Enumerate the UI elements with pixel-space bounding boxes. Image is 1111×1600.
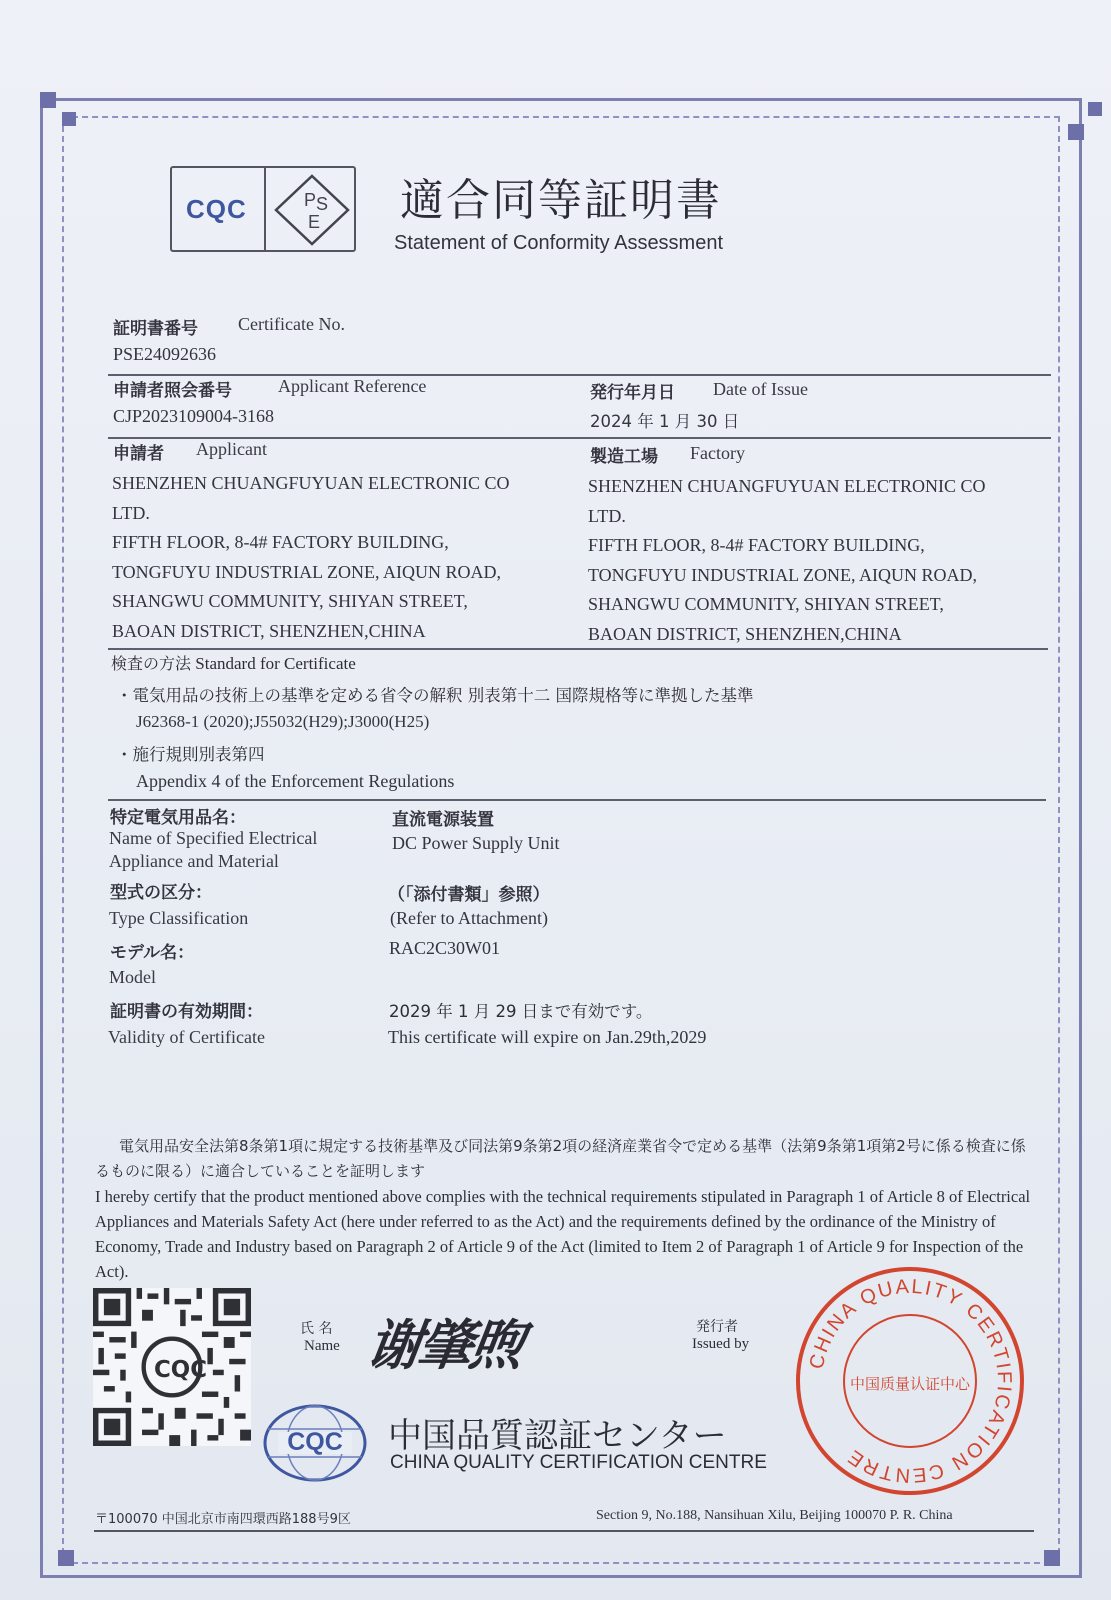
certificate-title-en: Statement of Conformity Assessment bbox=[394, 232, 724, 254]
svg-text:S: S bbox=[316, 194, 329, 214]
factory-label-jp: 製造工場 bbox=[590, 447, 658, 467]
validity-label-jp: 証明書の有効期間： bbox=[110, 1002, 263, 1022]
certificate-no-value: PSE24092636 bbox=[113, 344, 217, 364]
certificate-no-label-jp: 証明書番号 bbox=[113, 319, 198, 339]
svg-text:E: E bbox=[308, 212, 321, 232]
name-label-jp: 氏 名 bbox=[300, 1321, 333, 1337]
cqc-logo-text: CQC bbox=[186, 194, 247, 224]
applicant-ref-value: CJP2023109004-3168 bbox=[113, 406, 275, 426]
product-name-label-en-2: Appliance and Material bbox=[109, 851, 279, 871]
divider bbox=[108, 648, 1048, 650]
type-value-jp: （「添付書類」参照） bbox=[388, 885, 550, 905]
product-name-value-en: DC Power Supply Unit bbox=[392, 833, 560, 853]
pse-diamond-icon bbox=[274, 174, 350, 246]
type-label-en: Type Classification bbox=[109, 908, 249, 928]
applicant-ref-label-en: Applicant Reference bbox=[278, 376, 427, 396]
applicant-address: SHENZHEN CHUANGFUYUAN ELECTRONIC CO LTD. FIFTH FLOOR, 8-4# FACTORY BUILDING, TONGFUYU INDUSTRIAL ZONE, AIQUN ROAD, SHANGWU COMMUNITY, SHIYAN STREET, BAOAN DISTRICT, SHENZHEN,CHINA bbox=[112, 473, 510, 641]
standard-item-1-codes: J62368-1 (2020);J55032(H29);J3000(H25) bbox=[136, 712, 430, 731]
corner-ornament bbox=[1068, 124, 1084, 140]
certificate-no-label-en: Certificate No. bbox=[238, 314, 345, 334]
product-name-value-jp: 直流電源装置 bbox=[392, 810, 494, 830]
type-value-en: (Refer to Attachment) bbox=[390, 908, 548, 928]
svg-text:CHINA QUALITY CERTIFICATION CE: CHINA QUALITY CERTIFICATION CENTRE bbox=[805, 1275, 1016, 1487]
certification-seal bbox=[794, 1265, 1026, 1497]
footer-address-en: Section 9, No.188, Nansihuan Xilu, Beijing 100070 P. R. China bbox=[596, 1508, 953, 1523]
footer-address-jp: 〒100070 中国北京市南四環西路188号9区 bbox=[95, 1512, 351, 1527]
product-name-label-en-1: Name of Specified Electrical bbox=[109, 828, 318, 848]
svg-text:中国质量认证中心: 中国质量认证中心 bbox=[849, 1375, 971, 1393]
applicant-label-en: Applicant bbox=[196, 439, 267, 459]
date-of-issue-label-en: Date of Issue bbox=[713, 379, 808, 399]
standard-item-2-jp: ・施行規則別表第四 bbox=[116, 745, 265, 764]
divider bbox=[108, 374, 1051, 376]
applicant-label-jp: 申請者 bbox=[113, 444, 164, 464]
issuer-name-en: CHINA QUALITY CERTIFICATION CENTRE bbox=[390, 1452, 767, 1473]
divider bbox=[108, 799, 1046, 801]
cqc-pse-logo bbox=[170, 166, 356, 252]
issuer-name-jp: 中国品質認証センター bbox=[388, 1416, 727, 1456]
standard-item-1-jp: ・電気用品の技術上の基準を定める省令の解釈 別表第十二 国際規格等に準拠した基準 bbox=[116, 686, 754, 705]
svg-text:CQC: CQC bbox=[287, 1428, 343, 1456]
qr-code-icon bbox=[92, 1288, 252, 1446]
svg-text:CQC: CQC bbox=[154, 1356, 208, 1383]
model-label-jp: モデル名： bbox=[110, 943, 195, 963]
factory-address: SHENZHEN CHUANGFUYUAN ELECTRONIC CO LTD. FIFTH FLOOR, 8-4# FACTORY BUILDING, TONGFUYU INDUSTRIAL ZONE, AIQUN ROAD, SHANGWU COMMUNITY, SHIYAN STREET, BAOAN DISTRICT, SHENZHEN,CHINA bbox=[588, 476, 986, 644]
type-label-jp: 型式の区分： bbox=[110, 883, 212, 903]
corner-ornament bbox=[62, 112, 76, 126]
certificate-title-jp: 適合同等証明書 bbox=[400, 175, 722, 226]
issued-by-label-en: Issued by bbox=[692, 1336, 750, 1352]
factory-label-en: Factory bbox=[690, 443, 745, 463]
cqc-globe-logo-icon bbox=[262, 1403, 368, 1483]
corner-ornament bbox=[1044, 1550, 1060, 1566]
issued-by-label-jp: 発行者 bbox=[696, 1319, 738, 1335]
date-of-issue-value: 2024 年 1 月 30 日 bbox=[590, 412, 740, 431]
model-label-en: Model bbox=[109, 967, 156, 987]
date-of-issue-label-jp: 発行年月日 bbox=[590, 383, 675, 403]
svg-text:P: P bbox=[304, 190, 317, 210]
signature: 谢肇煦 bbox=[363, 1314, 525, 1377]
corner-ornament bbox=[1088, 102, 1102, 116]
declaration-jp: 電気用品安全法第8条第1項に規定する技術基準及び同法第9条第2項の経済産業省令で定める基準（法第9条第1項第2号に係る検査に係るものに限る）に適合していることを証明します bbox=[95, 1137, 1026, 1180]
standard-label: 検査の方法 Standard for Certificate bbox=[111, 654, 356, 673]
validity-label-en: Validity of Certificate bbox=[108, 1027, 265, 1047]
product-name-label-jp: 特定電気用品名： bbox=[110, 808, 246, 828]
declaration-en: I hereby certify that the product mentioned above complies with the technical requirements stipulated in Paragraph 1 of Article 8 of Electrical Appliances and Materials Safety Act (here under referred to as the Act) and the requirements defined by the ordinance of the Ministry of Economy, Trade and Industry based on Paragraph 2 of Article 9 of the Act (limited to Item 2 of Paragraph 1 of Article 9 for Inspection of the Act). bbox=[95, 1187, 1031, 1281]
name-label-en: Name bbox=[304, 1338, 340, 1354]
validity-value-en: This certificate will expire on Jan.29th,2029 bbox=[388, 1027, 707, 1047]
standard-item-2-en: Appendix 4 of the Enforcement Regulations bbox=[136, 771, 455, 791]
model-value: RAC2C30W01 bbox=[389, 938, 501, 958]
applicant-ref-label-jp: 申請者照会番号 bbox=[113, 381, 232, 401]
validity-value-jp: 2029 年 1 月 29 日まで有効です。 bbox=[389, 1002, 653, 1021]
corner-ornament bbox=[58, 1550, 74, 1566]
corner-ornament bbox=[40, 92, 56, 108]
footer-divider bbox=[94, 1530, 1034, 1532]
